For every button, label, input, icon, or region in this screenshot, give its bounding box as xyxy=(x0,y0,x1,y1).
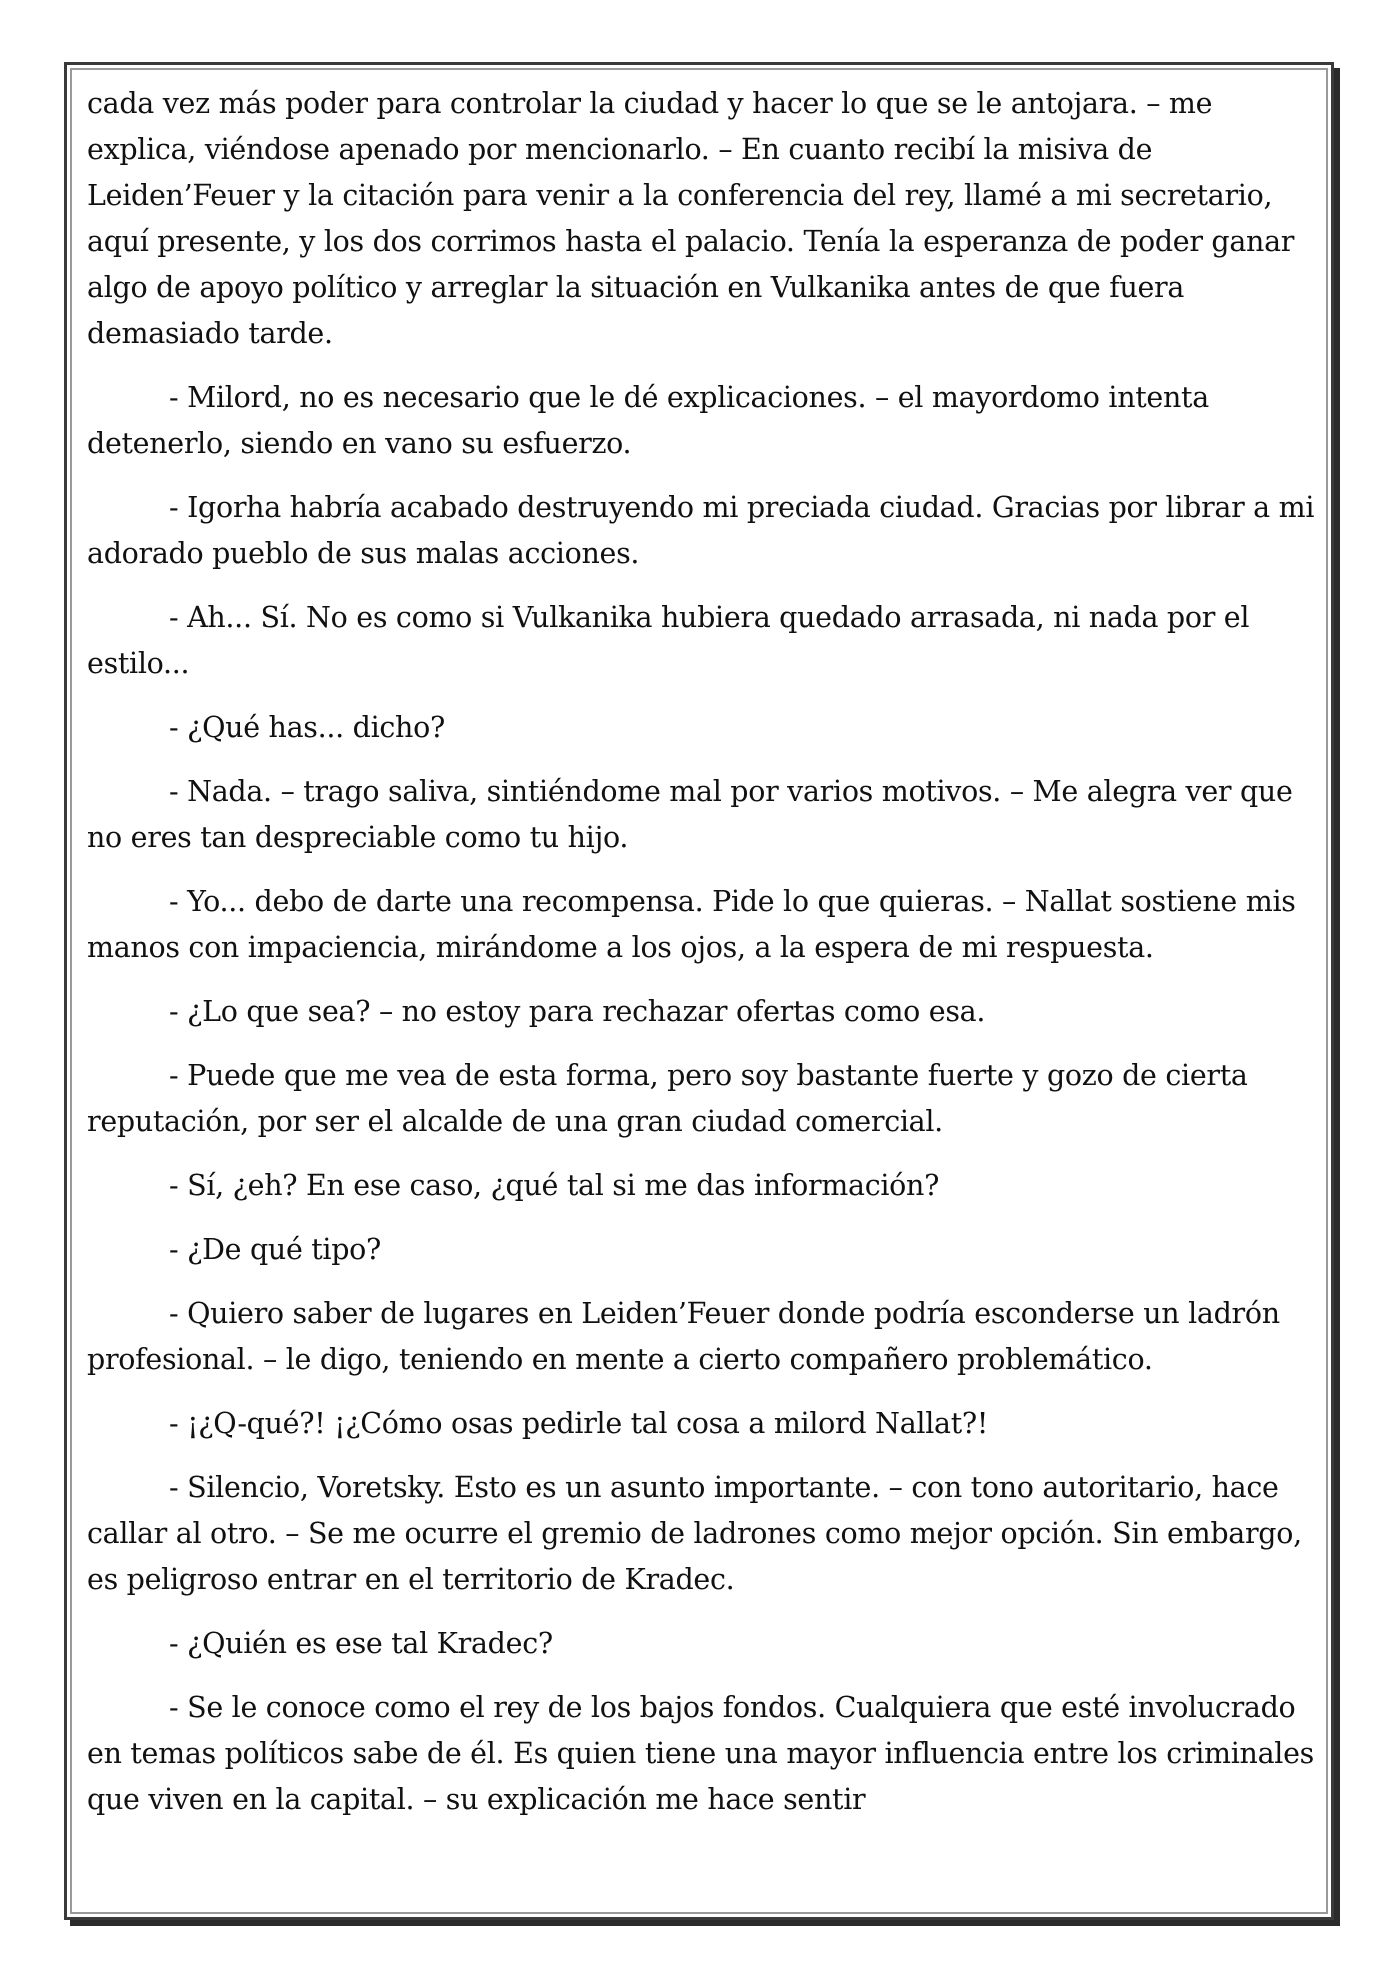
paragraph-dialogue: - Ah... Sí. No es como si Vulkanika hubiera quedado arrasada, ni nada por el estilo... xyxy=(87,601,1250,680)
paragraph-dialogue: - Puede que me vea de esta forma, pero soy bastante fuerte y gozo de cierta reputación, por ser el alcalde de una gran ciudad comercial. xyxy=(87,1059,1248,1138)
paragraph-dialogue: - Quiero saber de lugares en Leiden’Feuer donde podría esconderse un ladrón profesional. – le digo, teniendo en mente a cierto compañero problemático. xyxy=(87,1297,1280,1376)
paragraph-dialogue: - Silencio, Voretsky. Esto es un asunto importante. – con tono autoritario, hace callar al otro. – Se me ocurre el gremio de ladrones como mejor opción. Sin embargo, es peligroso entrar en el territorio de Kradec. xyxy=(87,1471,1302,1596)
paragraph-dialogue: - Nada. – trago saliva, sintiéndome mal por varios motivos. – Me alegra ver que no eres tan despreciable como tu hijo. xyxy=(87,775,1293,854)
paragraph-dialogue: - ¿Quién es ese tal Kradec? xyxy=(169,1627,553,1660)
paragraph-dialogue: - ¿Qué has... dicho? xyxy=(169,711,445,744)
paragraph-dialogue: - Sí, ¿eh? En ese caso, ¿qué tal si me das información? xyxy=(169,1169,940,1202)
page-frame xyxy=(64,62,1334,1920)
paragraph-dialogue: - ¿Lo que sea? – no estoy para rechazar ofertas como esa. xyxy=(169,995,986,1028)
paragraph-dialogue: - Igorha habría acabado destruyendo mi preciada ciudad. Gracias por librar a mi adorado pueblo de sus malas acciones. xyxy=(87,491,1315,570)
paragraph-dialogue: - Milord, no es necesario que le dé explicaciones. – el mayordomo intenta detenerlo, siendo en vano su esfuerzo. xyxy=(87,381,1209,460)
paragraph-dialogue: - ¿De qué tipo? xyxy=(169,1233,382,1266)
paragraph-dialogue: - Se le conoce como el rey de los bajos fondos. Cualquiera que esté involucrado en temas políticos sabe de él. Es quien tiene una mayor influencia entre los criminales que viven en la capital. – su explicación me hace sentir xyxy=(87,1691,1314,1816)
paragraph-continuation: cada vez más poder para controlar la ciudad y hacer lo que se le antojara. – me explica, viéndose apenado por mencionarlo. – En cuanto recibí la misiva de Leiden’Feuer y la citación para venir a la conferencia del rey, llamé a mi secretario, aquí presente, y los dos corrimos hasta el palacio. Tenía la esperanza de poder ganar algo de apoyo político y arreglar la situación en Vulkanika antes de que fuera demasiado tarde. xyxy=(87,87,1295,350)
page-text xyxy=(87,81,1319,1841)
paragraph-dialogue: - ¡¿Q-qué?! ¡¿Cómo osas pedirle tal cosa a milord Nallat?! xyxy=(169,1407,988,1440)
paragraph-dialogue: - Yo... debo de darte una recompensa. Pide lo que quieras. – Nallat sostiene mis manos con impaciencia, mirándome a los ojos, a la espera de mi respuesta. xyxy=(87,885,1296,964)
